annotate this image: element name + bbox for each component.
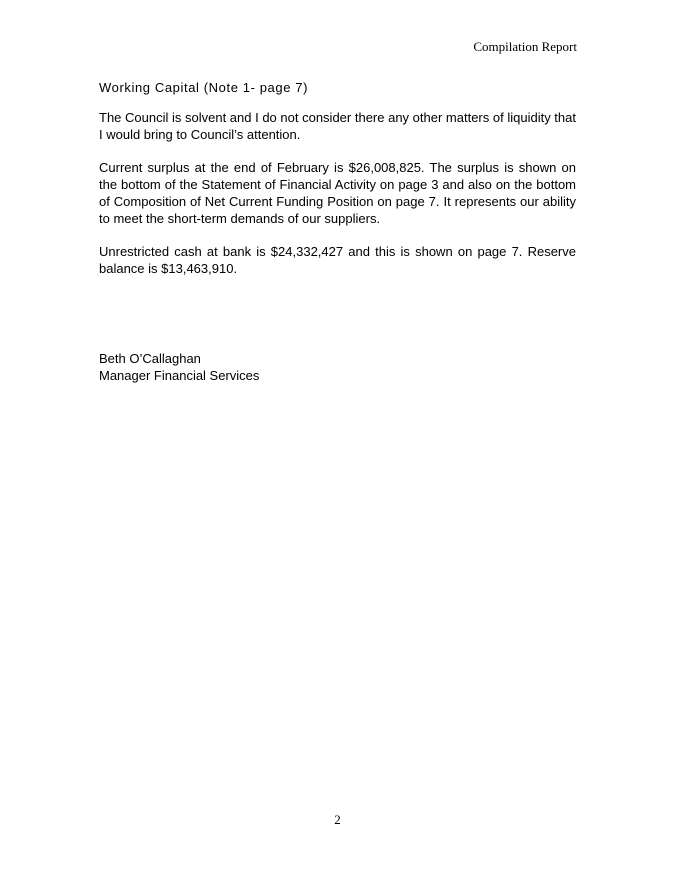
signatory-name: Beth O’Callaghan: [99, 351, 201, 366]
signature-block: [99, 350, 259, 384]
signatory-role: Manager Financial Services: [99, 368, 260, 383]
page-number: 2: [334, 812, 341, 827]
section-heading: Working Capital (Note 1- page 7): [99, 80, 308, 95]
paragraph-current-surplus: Current surplus at the end of February is $26,008,825. The surplus is shown on the bottom of the Statement of Financial Activity on page 3 and also on the bottom of Composition of Net Current Funding Position on page 7. It represents our ability to meet the short-term demands of our suppliers.: [99, 160, 576, 226]
paragraph-solvency: The Council is solvent and I do not consider there any other matters of liquidity that I would bring to Council’s attention.: [99, 110, 576, 142]
paragraph-cash-reserve: Unrestricted cash at bank is $24,332,427 and this is shown on page 7. Reserve balance is $13,463,910.: [99, 244, 576, 276]
report-title-header: Compilation Report: [473, 39, 577, 54]
main-content: [99, 79, 576, 293]
